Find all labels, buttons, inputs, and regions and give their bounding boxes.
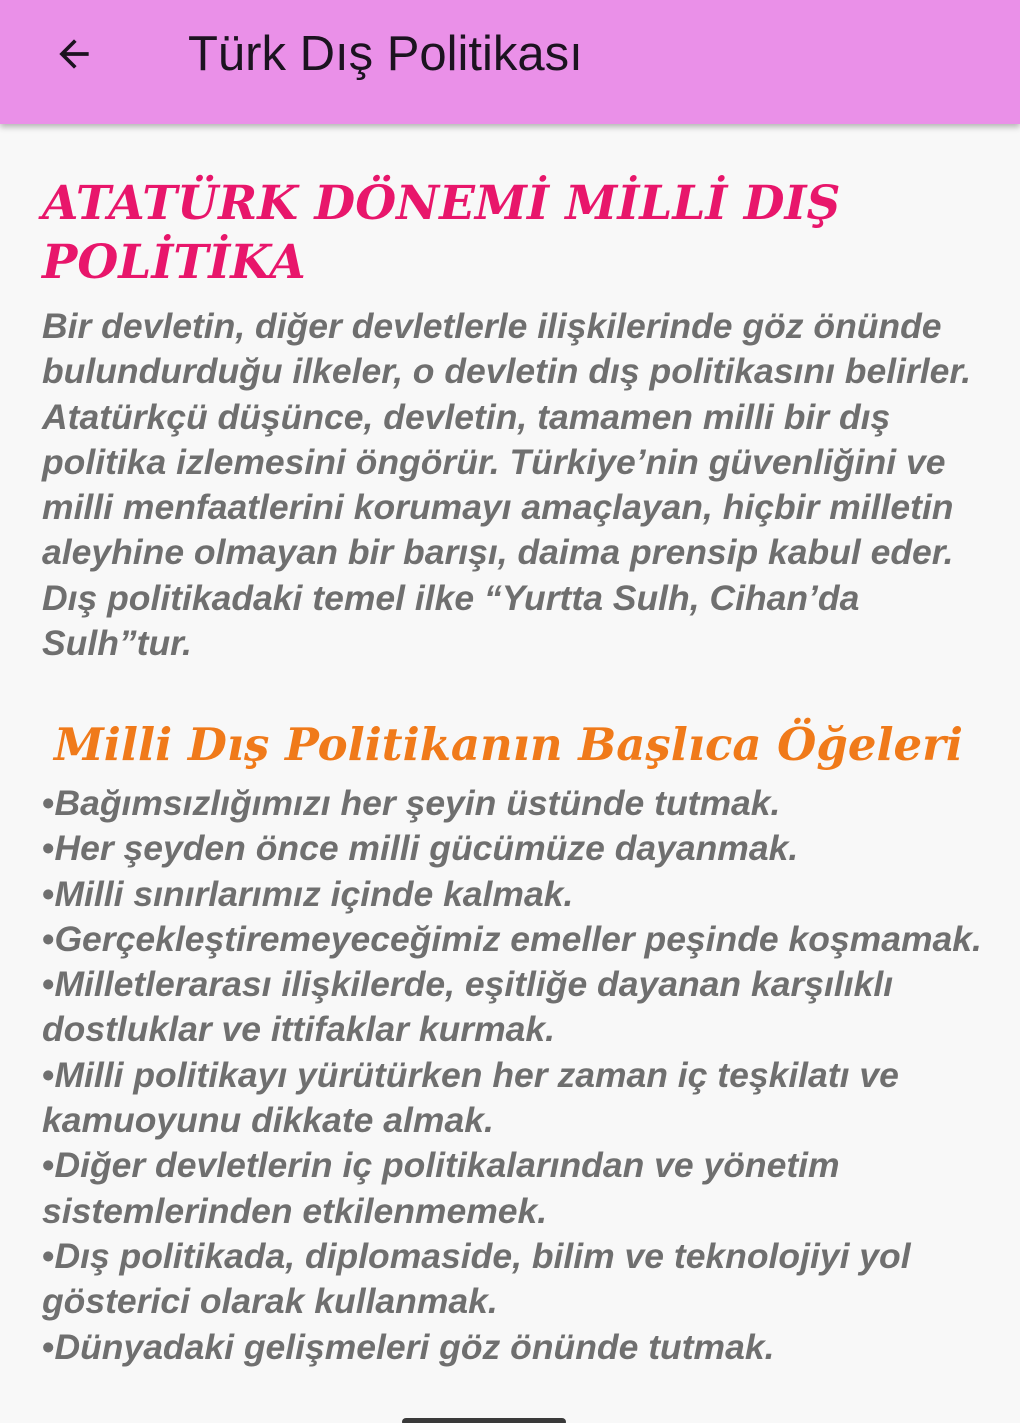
- bullet-icon: •: [42, 964, 55, 1005]
- bullet-icon: •: [42, 873, 55, 914]
- bullet-icon: •: [42, 783, 55, 823]
- bullet-icon: •: [42, 918, 55, 959]
- list-item: [42, 1053, 987, 1144]
- list-item-text: Diğer devletlerin iç politikalarından ve yönetim sistemlerinden etkilenmemek.: [42, 1145, 840, 1231]
- section-title-main-elements: Milli Dış Politikanın Başlıca Öğeleri: [54, 718, 963, 771]
- list-item: [42, 1143, 987, 1234]
- list-item-text: Bağımsızlığımızı her şeyin üstünde tutmak.: [54, 783, 781, 823]
- list-item-text: Gerçekleştiremeyeceğimiz emeller peşinde koşmamak.: [54, 918, 982, 959]
- list-item: [42, 826, 987, 871]
- bullet-icon: •: [42, 828, 55, 869]
- list-item-text: Her şeyden önce milli gücümüze dayanmak.: [54, 828, 799, 869]
- bullet-icon: •: [42, 1145, 55, 1186]
- list-item: [42, 962, 987, 1053]
- list-item-text: Milli sınırlarımız içinde kalmak.: [54, 873, 574, 914]
- list-item-text: Dünyadaki gelişmeleri göz önünde tutmak.: [54, 1326, 775, 1367]
- elements-list: [42, 781, 987, 1370]
- list-item: [42, 1234, 987, 1325]
- arrow-back-icon: [52, 32, 96, 76]
- section-title-ataturk-foreign-policy: ATATÜRK DÖNEMİ MİLLİ DIŞ POLİTİKA: [42, 176, 841, 290]
- list-item-text: Milletlerarası ilişkilerde, eşitliğe dayanan karşılıklı dostluklar ve ittifaklar kurmak.: [42, 964, 894, 1050]
- list-item: [42, 917, 987, 962]
- home-indicator: [402, 1418, 566, 1423]
- list-item: [42, 872, 987, 917]
- list-item-text: Dış politikada, diplomaside, bilim ve teknolojiyi yol gösterici olarak kullanmak.: [42, 1235, 911, 1322]
- list-item: [42, 1325, 987, 1370]
- app-bar: [0, 0, 1020, 124]
- bullet-icon: •: [42, 1326, 55, 1367]
- bullet-icon: •: [42, 1054, 55, 1095]
- back-button[interactable]: [36, 22, 112, 86]
- list-item: [42, 781, 987, 826]
- intro-paragraph: Bir devletin, diğer devletlerle ilişkilerinde göz önünde bulundurduğu ilkeler, o devletin dış politikasını belirler. Atatürkçü düşünce, devletin, tamamen milli bir dış politika izlemesini öngörür. Türkiye’nin güvenliğini ve milli menfaatlerini korumayı amaçlayan, hiçbir milletin aleyhine olmayan bir barışı, daima prensip kabul eder. Dış politikadaki temel ilke “Yurtta Sulh, Cihan’da Sulh”tur.: [42, 306, 972, 664]
- list-item-text: Milli politikayı yürütürken her zaman iç teşkilatı ve kamuoyunu dikkate almak.: [42, 1054, 899, 1141]
- app-title: Türk Dış Politikası: [188, 27, 583, 81]
- article-content[interactable]: [0, 124, 1020, 1423]
- bullet-icon: •: [42, 1235, 55, 1276]
